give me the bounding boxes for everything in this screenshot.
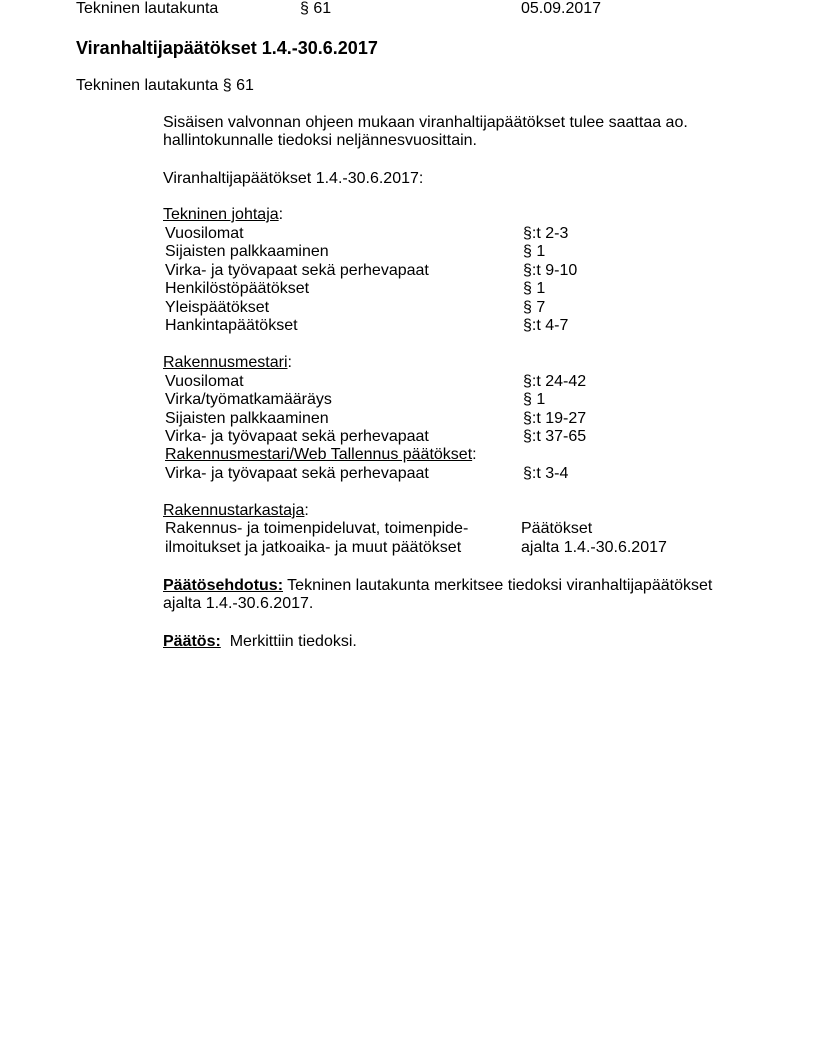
proposal-text: Tekninen lautakunta merkitsee tiedoksi viranhaltijapäätökset — [283, 577, 713, 594]
intro-line-1: Sisäisen valvonnan ohjeen mukaan viranhaltijapäätökset tulee saattaa ao. — [163, 114, 688, 131]
list-item-label: Sijaisten palkkaaminen — [165, 410, 329, 427]
intro-line-2: hallintokunnalle tiedoksi neljännesvuosittain. — [163, 132, 477, 149]
header-board: Tekninen lautakunta — [76, 0, 219, 17]
list-item-label: Rakennus- ja toimenpideluvat, toimenpide- — [165, 520, 469, 537]
list-item-label: ilmoitukset ja jatkoaika- ja muut päätökset — [165, 539, 462, 556]
list-item-label: Virka- ja työvapaat sekä perhevapaat — [165, 262, 429, 279]
group-heading-tekninen-johtaja — [163, 206, 283, 224]
group-heading-suffix: : — [278, 206, 284, 223]
proposal-line-1 — [163, 577, 712, 595]
list-item-label: Vuosilomat — [165, 373, 244, 390]
list-item-ref: § 7 — [523, 299, 546, 316]
decision-text: Merkittiin tiedoksi. — [220, 633, 357, 650]
list-item-ref: §:t 3-4 — [523, 465, 569, 482]
list-item-ref: §:t 19-27 — [523, 410, 587, 427]
group-heading-text: Rakennusmestari — [163, 354, 288, 371]
group-heading-rakennusmestari — [163, 354, 292, 372]
list-item-ref: §:t 2-3 — [523, 225, 569, 242]
list-item-label: Virka- ja työvapaat sekä perhevapaat — [165, 428, 429, 445]
group-heading-text: Rakennusmestari/Web Tallennus päätökset — [165, 446, 473, 463]
proposal-label: Päätösehdotus: — [163, 577, 284, 594]
group-heading-rakennustarkastaja — [163, 502, 309, 520]
group-heading-suffix: : — [287, 354, 292, 371]
document-subheading: Tekninen lautakunta § 61 — [76, 77, 254, 94]
decision-line — [163, 633, 357, 651]
header-date: 05.09.2017 — [521, 0, 602, 17]
list-item-ref: § 1 — [523, 391, 546, 408]
list-item-ref: §:t 37-65 — [523, 428, 587, 445]
list-item-label: Yleispäätökset — [165, 299, 270, 316]
list-item-ref: Päätökset — [521, 520, 593, 537]
list-item-ref: § 1 — [523, 280, 546, 297]
period-label: Viranhaltijapäätökset 1.4.-30.6.2017: — [163, 170, 424, 187]
list-item-ref: ajalta 1.4.-30.6.2017 — [521, 539, 667, 556]
list-item-label: Hankintapäätökset — [165, 317, 298, 334]
header-section: § 61 — [300, 0, 332, 17]
group-heading-text: Tekninen johtaja — [163, 206, 279, 223]
list-item-ref: §:t 4-7 — [523, 317, 569, 334]
list-item-ref: §:t 24-42 — [523, 373, 587, 390]
document-title: Viranhaltijapäätökset 1.4.-30.6.2017 — [76, 38, 378, 58]
list-item-label: Vuosilomat — [165, 225, 244, 242]
group-heading-suffix: : — [304, 502, 309, 519]
group-heading-text: Rakennustarkastaja — [163, 502, 305, 519]
list-item-label: Virka- ja työvapaat sekä perhevapaat — [165, 465, 429, 482]
list-item-ref: §:t 9-10 — [523, 262, 578, 279]
list-item-ref: § 1 — [523, 243, 546, 260]
list-item-label: Virka/työmatkamääräys — [165, 391, 332, 408]
proposal-line-2: ajalta 1.4.-30.6.2017. — [163, 595, 314, 612]
decision-label: Päätös: — [163, 633, 221, 650]
group-heading-web-tallennus — [165, 446, 477, 464]
group-heading-suffix: : — [472, 446, 477, 463]
list-item-label: Henkilöstöpäätökset — [165, 280, 310, 297]
list-item-label: Sijaisten palkkaaminen — [165, 243, 329, 260]
